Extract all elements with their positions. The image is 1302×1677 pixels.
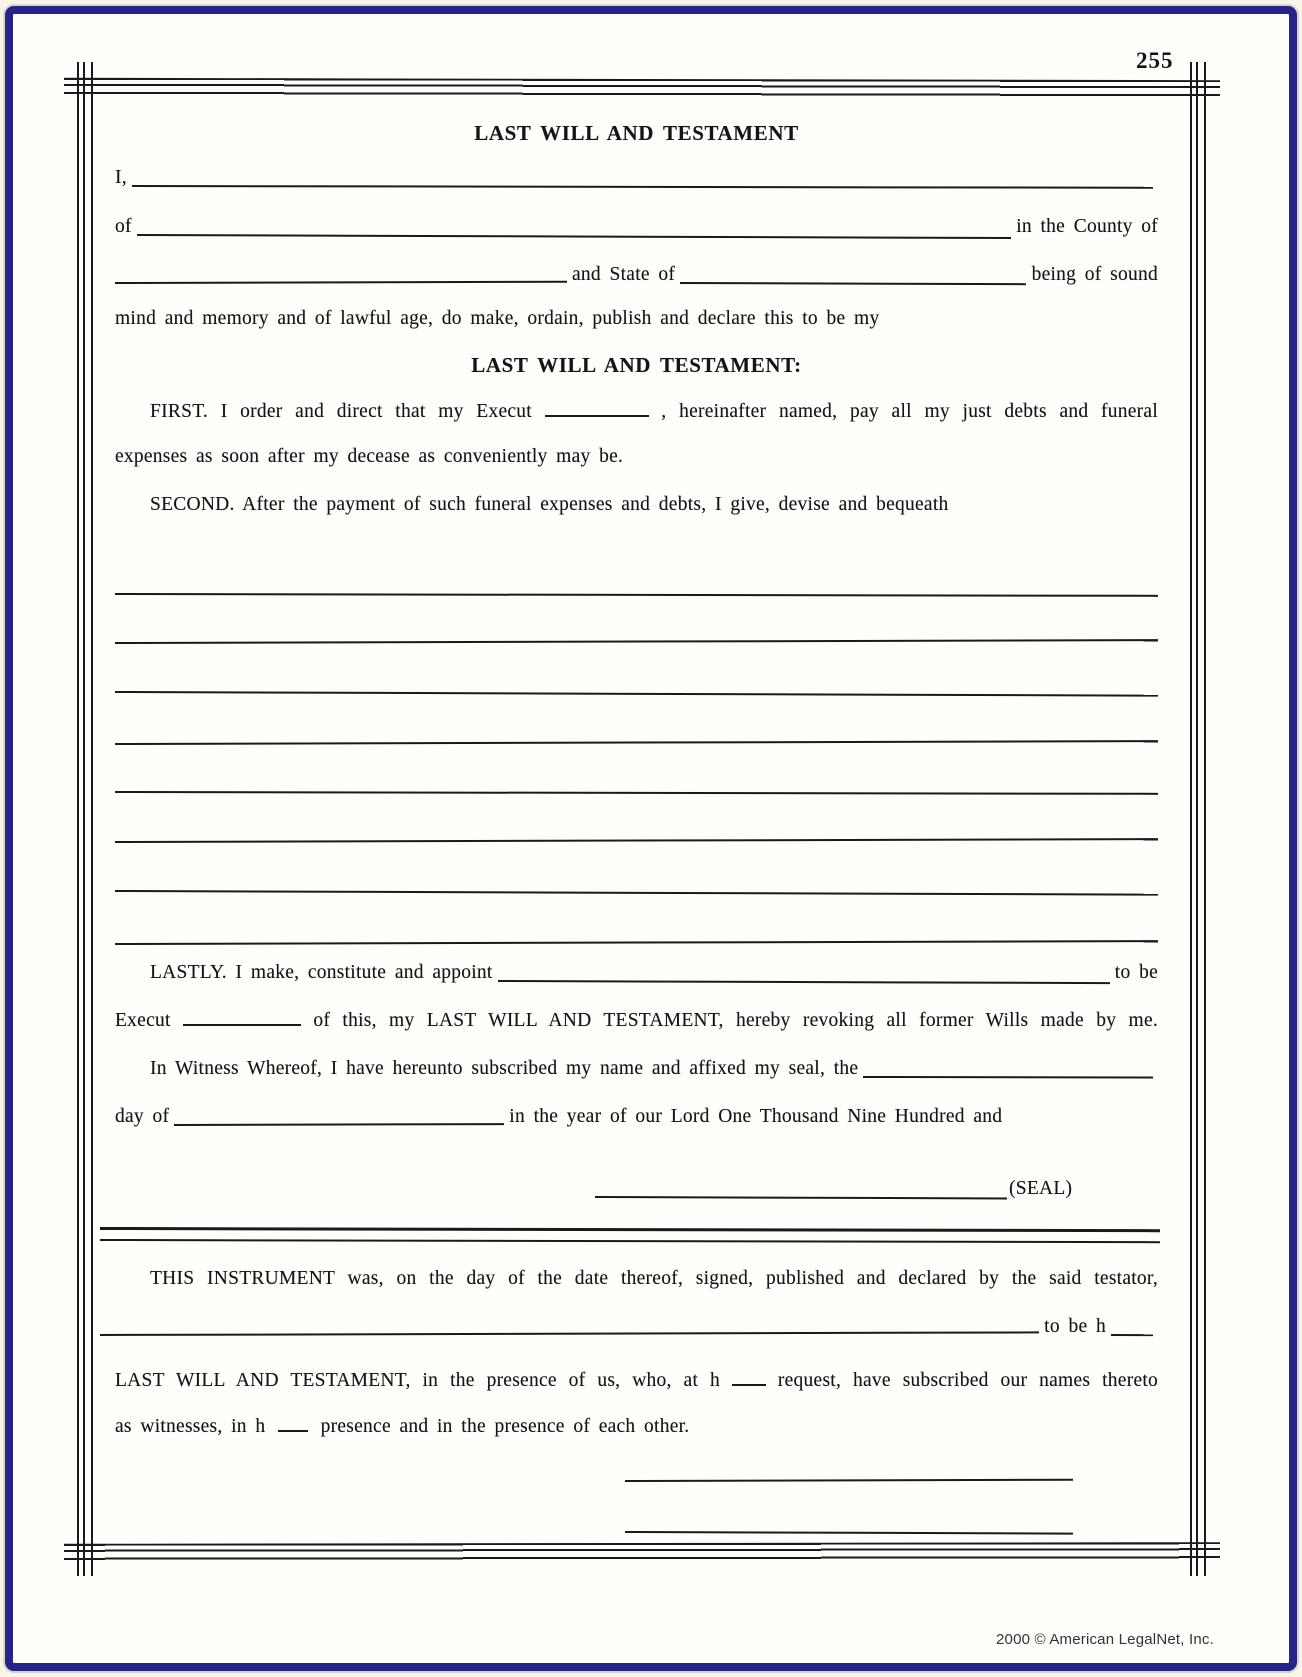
year-text: in the year of our Lord One Thousand Nine Hundred and: [509, 1106, 1003, 1127]
day-number-line: [863, 1076, 1153, 1079]
execut-label: Execut: [115, 1010, 171, 1031]
attestation-line3-tail: presence and in the presence of each other.: [320, 1416, 690, 1437]
attestation-line3-lead: as witnesses, in h: [115, 1416, 266, 1437]
executor-clause-row: [115, 1008, 1158, 1034]
form-subtitle: LAST WILL AND TESTAMENT:: [471, 353, 802, 377]
testator-signature-line: [595, 1196, 1007, 1199]
his-her-blank-3: [278, 1417, 308, 1432]
executor-gender-blank-2: [183, 1011, 301, 1026]
sound-suffix: being of sound: [1031, 264, 1158, 285]
day-of-row: [115, 1104, 1158, 1130]
border-rule-right: [1190, 62, 1207, 1576]
residence-line: [137, 234, 1011, 239]
testator-name-line: [132, 185, 1153, 189]
of-prefix: of: [115, 216, 132, 237]
lastly-to-be: to be: [1114, 962, 1158, 983]
attestation-to-be-row: [100, 1314, 1158, 1340]
lastly-lead: LASTLY. I make, constitute and appoint: [150, 962, 493, 983]
county-suffix: in the County of: [1016, 216, 1158, 237]
his-her-blank: [1111, 1334, 1153, 1336]
attestation-line2-lead: LAST WILL AND TESTAMENT, in the presence of us, who, at h: [115, 1370, 721, 1391]
testator-name-row: [115, 165, 1158, 191]
month-line: [174, 1123, 504, 1126]
to-be-h-text: to be h: [1044, 1316, 1106, 1337]
residence-row: [115, 214, 1158, 240]
page-number: 255: [1136, 48, 1174, 73]
in-witness-text: In Witness Whereof, I have hereunto subscribed my name and affixed my seal, the: [150, 1058, 859, 1079]
first-clause-lead: FIRST. I order and direct that my Execut: [150, 401, 532, 422]
day-of-label: day of: [115, 1106, 170, 1127]
in-witness-row: [115, 1056, 1158, 1082]
state-line: [680, 282, 1026, 285]
seal-row: [595, 1176, 1087, 1202]
executor-name-line: [498, 980, 1110, 984]
first-clause-line2: expenses as soon after my decease as conveniently may be.: [115, 446, 624, 467]
his-her-blank-2: [732, 1371, 766, 1386]
i-prefix: I,: [115, 167, 127, 188]
first-clause-row: [115, 399, 1158, 425]
border-rule-top: [64, 78, 1220, 97]
first-clause-tail: , hereinafter named, pay all my just debts and funeral: [661, 401, 1159, 422]
county-state-row: [115, 262, 1158, 288]
attestation-line2-tail: request, have subscribed our names thereto: [777, 1370, 1159, 1391]
executor-gender-blank: [545, 402, 649, 417]
border-rule-bottom: [64, 1542, 1220, 1561]
attestation-row-3: [115, 1414, 1158, 1440]
lastly-clause-row: [115, 960, 1158, 986]
attestation-row-1: THIS INSTRUMENT was, on the day of the date thereof, signed, published and declared by the said testator,: [150, 1268, 1158, 1289]
seal-label: (SEAL): [1009, 1178, 1073, 1199]
execut-tail: of this, my LAST WILL AND TESTAMENT, hereby revoking all former Wills made by me.: [313, 1010, 1159, 1031]
footer-copyright: 2000 © American LegalNet, Inc.: [995, 1631, 1214, 1648]
testator-name-line-2: [100, 1331, 1039, 1336]
sound-mind-row: mind and memory and of lawful age, do make, ordain, publish and declare this to be my: [115, 308, 880, 329]
attestation-row-2: [115, 1368, 1158, 1394]
state-label: and State of: [572, 264, 676, 285]
border-rule-left: [77, 62, 94, 1576]
section-divider: [100, 1227, 1160, 1243]
form-title: LAST WILL AND TESTAMENT: [474, 121, 799, 145]
county-line: [115, 281, 567, 284]
second-clause-row: SECOND. After the payment of such funeral expenses and debts, I give, devise and bequeath: [150, 494, 949, 515]
